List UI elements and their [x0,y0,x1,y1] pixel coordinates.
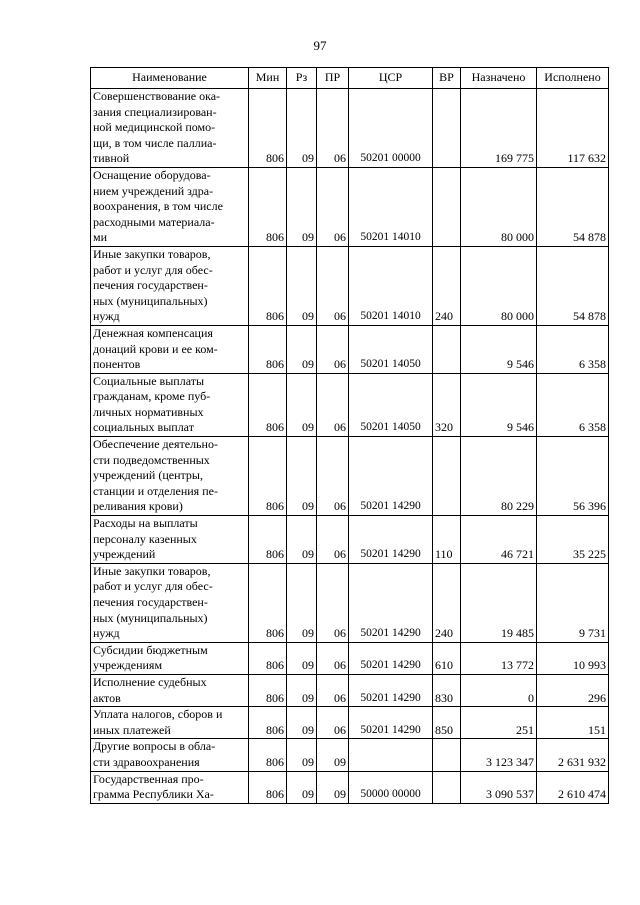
cell-executed: 54 878 [537,167,609,246]
cell-csr: 50201 00000 [349,89,433,168]
cell-assigned: 19 485 [461,563,537,642]
table-row [91,707,609,739]
cell-min: 806 [249,437,287,516]
cell-csr: 50201 14290 [349,674,433,706]
header-pr: ПР [317,68,349,89]
table-row [91,516,609,564]
cell-min: 806 [249,325,287,373]
cell-min: 806 [249,771,287,803]
cell-vr [433,325,461,373]
table-row [91,167,609,246]
cell-pr: 06 [317,563,349,642]
cell-executed: 2 631 932 [537,739,609,771]
cell-min: 806 [249,89,287,168]
cell-csr: 50201 14290 [349,707,433,739]
cell-name: Совершенствование ока- зания специализирован- ной медицинской помо- щи, в том числе паллиа- тивной [91,89,249,168]
cell-vr: 320 [433,373,461,436]
cell-rz: 09 [287,246,317,325]
cell-pr: 06 [317,373,349,436]
table-row [91,437,609,516]
cell-csr: 50201 14050 [349,325,433,373]
cell-min: 806 [249,563,287,642]
cell-assigned: 3 123 347 [461,739,537,771]
cell-executed: 2 610 474 [537,771,609,803]
header-min: Мин [249,68,287,89]
table-row [91,674,609,706]
cell-rz: 09 [287,642,317,674]
cell-rz: 09 [287,516,317,564]
cell-vr: 610 [433,642,461,674]
cell-pr: 06 [317,674,349,706]
cell-min: 806 [249,674,287,706]
cell-assigned: 9 546 [461,373,537,436]
cell-name: Социальные выплаты гражданам, кроме пуб- личных нормативных социальных выплат [91,373,249,436]
table-body [91,89,609,804]
cell-name: Оснащение оборудова- нием учреждений здра- воохранения, в том числе расходными материала- ми [91,167,249,246]
cell-name: Расходы на выплаты персоналу казенных учреждений [91,516,249,564]
cell-vr: 830 [433,674,461,706]
header-vr: ВР [433,68,461,89]
cell-vr [433,771,461,803]
cell-pr: 06 [317,325,349,373]
cell-vr: 850 [433,707,461,739]
cell-assigned: 80 000 [461,246,537,325]
header-executed: Исполнено [537,68,609,89]
cell-pr: 06 [317,516,349,564]
budget-table [90,67,609,804]
cell-csr: 50201 14290 [349,437,433,516]
header-rz: Рз [287,68,317,89]
cell-rz: 09 [287,325,317,373]
cell-csr: 50201 14290 [349,642,433,674]
cell-assigned: 0 [461,674,537,706]
table-row [91,771,609,803]
cell-assigned: 3 090 537 [461,771,537,803]
cell-vr: 240 [433,246,461,325]
cell-csr: 50201 14290 [349,563,433,642]
cell-min: 806 [249,167,287,246]
cell-name: Государственная про- грамма Республики Ха- [91,771,249,803]
cell-csr: 50201 14010 [349,246,433,325]
cell-csr [349,739,433,771]
cell-vr [433,167,461,246]
cell-executed: 9 731 [537,563,609,642]
cell-executed: 296 [537,674,609,706]
cell-name: Уплата налогов, сборов и иных платежей [91,707,249,739]
table-row [91,246,609,325]
cell-assigned: 80 229 [461,437,537,516]
cell-executed: 6 358 [537,325,609,373]
table-row [91,642,609,674]
table-row [91,373,609,436]
cell-pr: 06 [317,167,349,246]
cell-executed: 117 632 [537,89,609,168]
table-row [91,563,609,642]
cell-rz: 09 [287,771,317,803]
cell-min: 806 [249,707,287,739]
cell-assigned: 169 775 [461,89,537,168]
cell-csr: 50201 14010 [349,167,433,246]
cell-rz: 09 [287,674,317,706]
cell-rz: 09 [287,739,317,771]
cell-rz: 09 [287,167,317,246]
cell-csr: 50000 00000 [349,771,433,803]
cell-assigned: 46 721 [461,516,537,564]
cell-min: 806 [249,642,287,674]
table-row [91,739,609,771]
cell-pr: 09 [317,739,349,771]
cell-assigned: 9 546 [461,325,537,373]
cell-rz: 09 [287,373,317,436]
cell-name: Исполнение судебных актов [91,674,249,706]
cell-executed: 10 993 [537,642,609,674]
cell-vr [433,739,461,771]
cell-executed: 35 225 [537,516,609,564]
cell-name: Денежная компенсация донаций крови и ее ком- понентов [91,325,249,373]
cell-rz: 09 [287,437,317,516]
cell-executed: 56 396 [537,437,609,516]
cell-pr: 06 [317,642,349,674]
header-assigned: Назначено [461,68,537,89]
cell-csr: 50201 14050 [349,373,433,436]
cell-assigned: 80 000 [461,167,537,246]
cell-executed: 54 878 [537,246,609,325]
cell-name: Субсидии бюджетным учреждениям [91,642,249,674]
table-header-row [91,68,609,89]
cell-name: Иные закупки товаров, работ и услуг для обес- печения государствен- ных (муниципальных) нужд [91,563,249,642]
cell-rz: 09 [287,89,317,168]
cell-name: Иные закупки товаров, работ и услуг для обес- печения государствен- ных (муниципальных) нужд [91,246,249,325]
page-number: 97 [313,38,327,53]
cell-min: 806 [249,739,287,771]
cell-csr: 50201 14290 [349,516,433,564]
table-row [91,325,609,373]
cell-min: 806 [249,373,287,436]
cell-min: 806 [249,516,287,564]
cell-pr: 06 [317,707,349,739]
cell-rz: 09 [287,707,317,739]
cell-rz: 09 [287,563,317,642]
cell-name: Другие вопросы в обла- сти здравоохранения [91,739,249,771]
cell-pr: 06 [317,437,349,516]
cell-vr: 240 [433,563,461,642]
cell-pr: 06 [317,246,349,325]
header-name: Наименование [91,68,249,89]
cell-vr: 110 [433,516,461,564]
table-row [91,89,609,168]
cell-executed: 151 [537,707,609,739]
cell-name: Обеспечение деятельно- сти подведомственных учреждений (центры, станции и отделения пе- реливания крови) [91,437,249,516]
cell-min: 806 [249,246,287,325]
cell-assigned: 13 772 [461,642,537,674]
cell-executed: 6 358 [537,373,609,436]
header-csr: ЦСР [349,68,433,89]
cell-assigned: 251 [461,707,537,739]
cell-pr: 09 [317,771,349,803]
cell-pr: 06 [317,89,349,168]
cell-vr [433,89,461,168]
cell-vr [433,437,461,516]
